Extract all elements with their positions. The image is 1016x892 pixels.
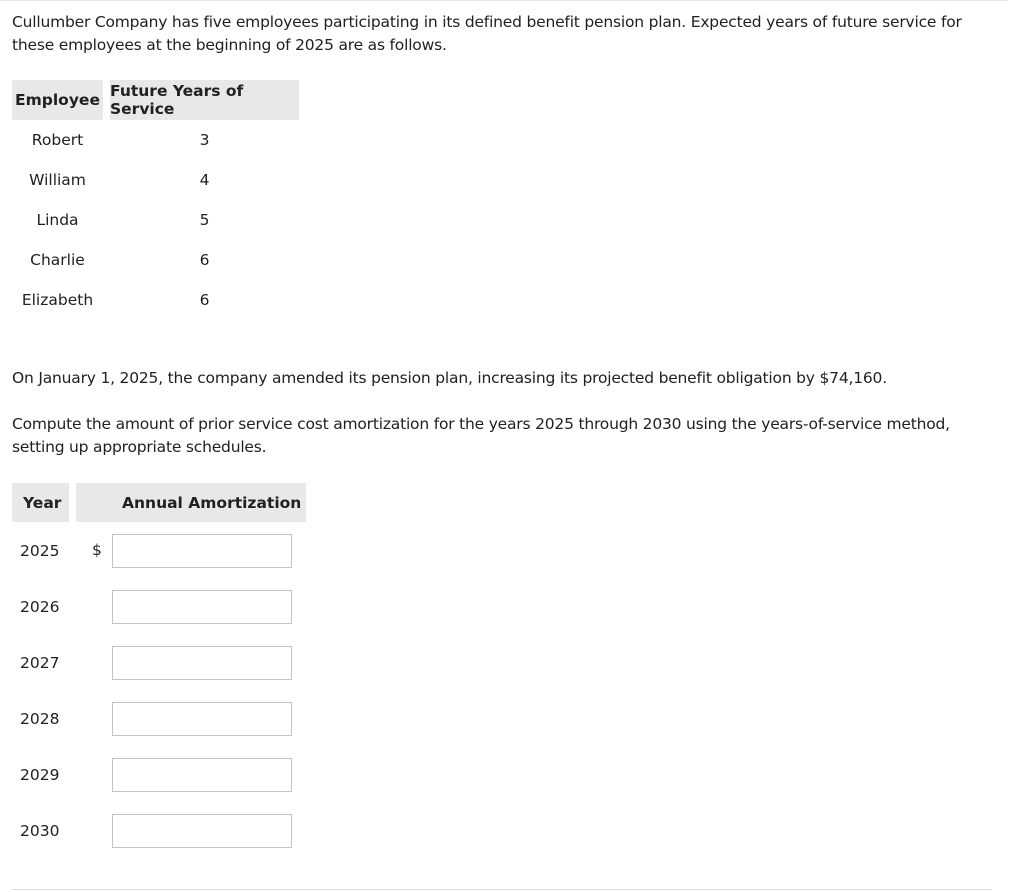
future-years-value: 6	[199, 291, 210, 309]
table-row	[12, 240, 299, 280]
employee-name: Elizabeth	[21, 291, 94, 309]
instruction-text: Compute the amount of prior service cost amortization for the years 2025 through 2030 using the years-of-service method, setting up appropriate schedules.	[12, 415, 950, 456]
dollar-sign: $	[92, 541, 102, 559]
employee-name: William	[29, 171, 86, 189]
future-years-value: 3	[199, 131, 210, 149]
intro-text: Cullumber Company has five employees participating in its defined benefit pension plan. Expected years of future service for these employees at the beginning of 2025 are as follows.	[12, 13, 962, 54]
bottom-divider	[12, 889, 992, 890]
top-divider	[0, 0, 1008, 1]
amortization-input-2028[interactable]	[112, 702, 292, 736]
year-label: 2029	[20, 766, 60, 784]
employee-header: Employee	[12, 80, 103, 120]
table-row	[12, 160, 299, 200]
table-row	[12, 533, 312, 569]
amortization-input-2026[interactable]	[112, 590, 292, 624]
amortization-input-2029[interactable]	[112, 758, 292, 792]
year-label: 2026	[20, 598, 60, 616]
table-row	[12, 280, 299, 320]
amortization-table-header	[12, 483, 306, 522]
future-years-value: 4	[199, 171, 210, 189]
employee-service-table	[12, 80, 299, 320]
year-label: 2025	[20, 542, 60, 560]
employee-name: Charlie	[30, 251, 85, 269]
year-header: Year	[12, 483, 69, 522]
employee-table-header	[12, 80, 299, 120]
year-label: 2028	[20, 710, 60, 728]
amortization-input-2027[interactable]	[112, 646, 292, 680]
employee-name: Linda	[36, 211, 79, 229]
year-label: 2030	[20, 822, 60, 840]
future-years-value: 5	[199, 211, 210, 229]
table-row	[12, 200, 299, 240]
future-years-value: 6	[199, 251, 210, 269]
table-row	[12, 589, 312, 625]
table-row	[12, 120, 299, 160]
future-years-header: Future Years of Service	[110, 80, 299, 120]
amortization-input-2025[interactable]	[112, 534, 292, 568]
table-row	[12, 757, 312, 793]
table-row	[12, 645, 312, 681]
amortization-input-2030[interactable]	[112, 814, 292, 848]
year-label: 2027	[20, 654, 60, 672]
table-row	[12, 701, 312, 737]
amendment-text: On January 1, 2025, the company amended its pension plan, increasing its projected benefit obligation by $74,160.	[12, 369, 887, 387]
annual-amortization-header: Annual Amortization	[76, 483, 306, 522]
table-row	[12, 813, 312, 849]
employee-name: Robert	[31, 131, 84, 149]
amortization-table	[12, 483, 306, 840]
